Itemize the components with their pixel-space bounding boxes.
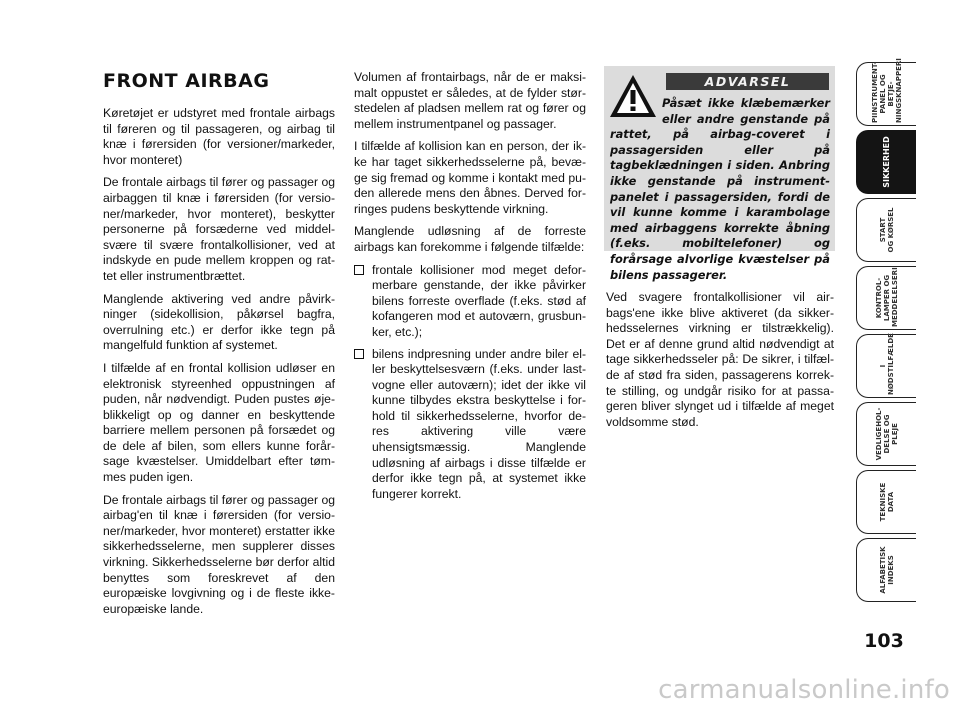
paragraph: I tilfælde af kollision kan en person, der ikke har taget sikkerhedsselerne på, bevæge sig fremad og komme i kontakt med puden allerede mens den åbnes. Derved forringes pudens beskyttende virkning.	[354, 139, 586, 216]
tab-label: TEKNISKE DATA	[878, 482, 895, 522]
tab-warning-lights[interactable]	[856, 266, 916, 330]
tab-safety[interactable]	[856, 130, 916, 194]
tab-emergency[interactable]	[856, 334, 916, 398]
paragraph: Manglende aktivering ved andre påvirkninger (sidekollision, påkørsel bagfra, overrulning etc.) er derfor ikke tegn på mangelfuld funktion af systemet.	[103, 291, 335, 353]
paragraph: De frontale airbags til fører og passager og airbaggen til knæ i førersiden (for versioner/markeder, hvor monteret), beskytter personerne på forsæderne ved middelsvære til svære frontalkollisioner, ved at indskyde en pude mellem kroppen og rattet eller instrumentbrættet.	[103, 175, 335, 283]
tab-technical-data[interactable]	[856, 470, 916, 534]
right-column	[606, 290, 834, 437]
warning-box	[604, 66, 835, 282]
list-item	[354, 347, 586, 503]
watermark: carmanualsonline.info	[658, 675, 950, 705]
tab-label: I NØDSTILFÆLDE	[878, 333, 895, 395]
tab-label: KONTROL- LAMPER OG MEDDELELSERI	[874, 267, 899, 327]
list-item-text: frontale kollisioner mod meget deformerbare genstande, der ikke påvirker bilens forreste overflade (f.eks. stød af kofangeren mod et autoværn, grusbunker, etc.);	[372, 262, 586, 339]
page-number: 103	[864, 630, 904, 652]
list-item	[354, 263, 586, 341]
tab-label: START OG KØRSEL	[878, 207, 895, 253]
warning-text: Påsæt ikke klæbemærker eller andre genstande på rattet, på airbag-coveret i passagersiden eller på tagbeklædningen i siden. Anbring ikke genstande på instrumentpanelet i passagersiden, fordi de vil kunne komme i karambolage med airbaggens korrekte åbning (f.eks. mobiltelefoner) og forårsage alvorlige kvæstelser på bilens passagerer.	[610, 96, 830, 282]
tab-label: PIINSTRUMENT- PANEL OG BETJE- NINGSKNAPPERI	[870, 58, 903, 123]
tab-label: VEDLIGEHOL- DELSE OG PLEJE	[874, 407, 899, 461]
bullet-list	[354, 263, 586, 503]
checkbox-bullet-icon	[354, 349, 364, 359]
paragraph: Volumen af frontairbags, når de er maksimalt oppustet er således, at de fylder størstedelen af pladsen mellem rat og fører og mellem instrumentpanel og passager.	[354, 70, 586, 131]
list-item-text: bilens indpresning under andre biler eller beskyttelsesværn (f.eks. under lastvogne eller autoværn); idet der ikke vil kunne tilbydes ekstra beskyttelse i forhold til sikkerhedsselerne, hvorfor deres aktivering ville være uhensigtsmæssig. Manglende udløsning af airbags i disse tilfælde er derfor ikke tegn på, at systemet ikke fungerer korrekt.	[372, 346, 586, 501]
middle-column	[354, 70, 586, 509]
tab-index[interactable]	[856, 538, 916, 602]
paragraph: Ved svagere frontalkollisioner vil airbags'ene ikke blive aktiveret (da sikkerhedsselernes virkning er tilstrækkelig). Det er af denne grund altid nødvendigt at tage sikkerhedsseler på: De sikrer, i tilfælde af stød fra siden, passagerens korrekte stilling, og undgår risiko for at passageren bliver slynget ud i tilfælde af meget voldsomme stød.	[606, 290, 834, 429]
paragraph: Køretøjet er udstyret med frontale airbags til føreren og til passageren, og airbag til knæ i førersiden (for versioner/markeder, hvor monteret)	[103, 106, 335, 167]
tab-label: SIKKERHED	[881, 136, 891, 188]
tab-start-driving[interactable]	[856, 198, 916, 262]
paragraph: I tilfælde af en frontal kollision udløser en elektronisk styreenhed oppustningen af puden, når nødvendigt. Puden pustes øjeblikkeligt op og danner en beskyttende barriere mellem personen på forsædet og de dele af bilen, som ellers kunne forårsage kvæstelser. Umiddelbart efter tømmes puden igen.	[103, 360, 335, 485]
checkbox-bullet-icon	[354, 265, 364, 275]
page-title: FRONT AIRBAG	[103, 70, 270, 92]
warning-title: ADVARSEL	[666, 73, 829, 90]
paragraph: De frontale airbags til fører og passager og airbag'en til knæ i førersiden (for versioner/markeder, hvor monteret) erstatter ikke sikkerhedsselerne, men supplerer disses virkning. Sikkerhedsselerne bør derfor altid benyttes som foreskrevet af den europæiske lovgivning og i de fleste ikke-europæiske lande.	[103, 492, 335, 616]
left-column	[103, 70, 335, 624]
tab-maintenance[interactable]	[856, 402, 916, 466]
tab-instrument-panel[interactable]	[856, 58, 916, 126]
tab-label: ALFABETISK INDEKS	[878, 546, 895, 594]
paragraph: Manglende udløsning af de forreste airbags kan forekomme i følgende tilfælde:	[354, 224, 586, 254]
